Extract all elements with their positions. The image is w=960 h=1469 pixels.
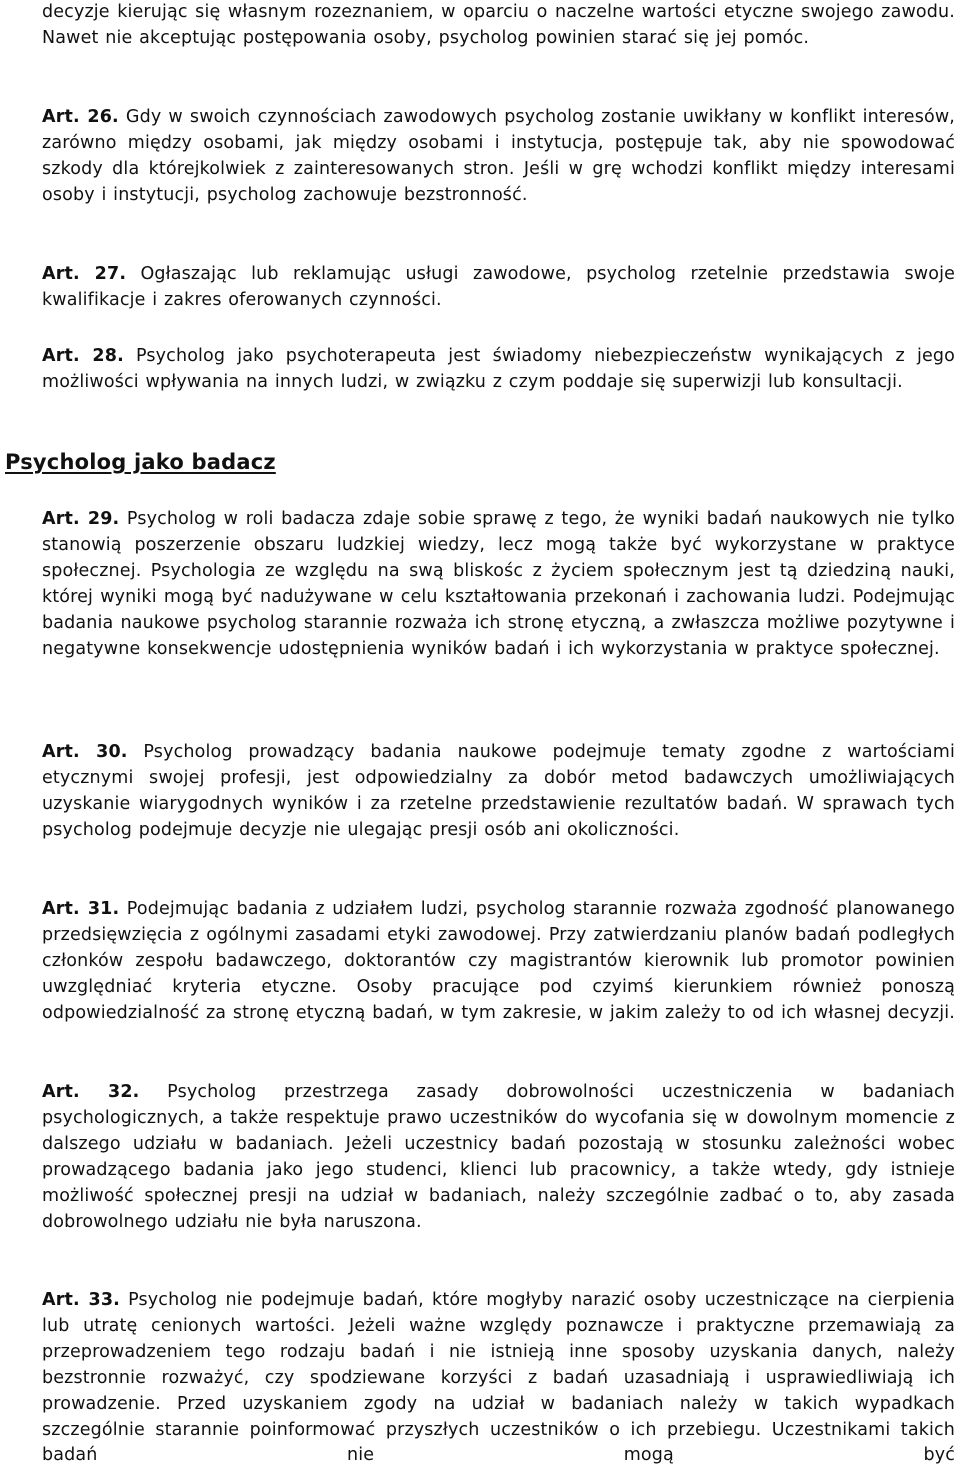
article-label: Art. 33. — [42, 1290, 120, 1310]
article-label: Art. 29. — [42, 509, 120, 529]
article-29 — [42, 507, 955, 662]
article-27 — [42, 262, 955, 314]
article-33 — [42, 1288, 955, 1469]
article-text: Podejmując badania z udziałem ludzi, psycholog starannie rozważa zgodność planowanego przedsięwzięcia z ogólnymi zasadami etyki zawodowej. Przy zatwierdzaniu planów badań podległych członków zespołu badawczego, doktorantów czy magistrantów kierownik lub promotor powinien uwzględniać kryteria etyczne. Osoby pracujące pod czyimś kierunkiem również ponoszą odpowiedzialność za stronę etyczną badań, w tym zakresie, w jakim zależy to od ich własnej decyzji. — [42, 899, 955, 1023]
article-32 — [42, 1080, 955, 1235]
article-30 — [42, 740, 955, 844]
article-text: Psycholog przestrzega zasady dobrowolności uczestniczenia w badaniach psychologicznych, a także respektuje prawo uczestników do wycofania się w dowolnym momencie z dalszego udziału w badaniach. Jeżeli uczestnicy badań pozostają w stosunku zależności wobec prowadzącego badania jako jego studenci, klienci lub pracownicy, a także wtedy, gdy istnieje możliwość społecznej presji na udział w badaniach, należy szczególnie zadbać o to, aby zasada dobrowolnego udziału nie była naruszona. — [42, 1082, 955, 1232]
intro-text: decyzje kierując się własnym rozeznaniem, w oparciu o naczelne wartości etyczne swojego zawodu. Nawet nie akceptując postępowania osoby, psycholog powinien starać się jej pomóc. — [42, 2, 955, 48]
article-text: Psycholog jako psychoterapeuta jest świadomy niebezpieczeństw wynikających z jego możliwości wpływania na innych ludzi, w związku z czym poddaje się superwizji lub konsultacji. — [42, 346, 955, 392]
intro-paragraph — [42, 0, 955, 52]
article-text: Psycholog nie podejmuje badań, które mogłyby narazić osoby uczestniczące na cierpienia lub utratę cenionych wartości. Jeżeli ważne względy poznawcze i praktyczne przemawiają za przeprowadzeniem tego rodzaju badań i nie istnieją inne sposoby uzyskania danych, należy bezstronnie rozważyć, czy spodziewane korzyści z badań uzasadniają i usprawiedliwiają ich prowadzenie. Przed uzyskaniem zgody na udział w badaniach należy w takich wypadkach szczególnie starannie poinformować przyszłych uczestników o ich przebiegu. Uczestnikami takich badań nie mogą być — [42, 1290, 955, 1466]
article-text: Psycholog w roli badacza zdaje sobie sprawę z tego, że wyniki badań naukowych nie tylko stanowią poszerzenie obszaru ludzkiej wiedzy, lecz mogą także być wykorzystane w praktyce społecznej. Psychologia ze względu na swą bliskośc z życiem społecznym jest tą dziedziną nauki, której wyniki mogą być nadużywane w celu kształtowania przekonań i zachowania ludzi. Podejmując badania naukowe psycholog starannie rozważa ich stronę etyczną, a zwłaszcza możliwe pozytywne i negatywne konsekwencje udostępnienia wyników badań i ich wykorzystania w praktyce społecznej. — [42, 509, 956, 659]
article-text: Psycholog prowadzący badania naukowe podejmuje tematy zgodne z wartościami etycznymi swojej profesji, jest odpowiedzialny za dobór metod badawczych umożliwiających uzyskanie wiarygodnych wyników i za rzetelne przedstawienie rezultatów badań. W sprawach tych psycholog podejmuje decyzje nie ulegając presji osób ani okoliczności. — [42, 742, 955, 840]
article-label: Art. 32. — [42, 1082, 140, 1102]
article-text: Gdy w swoich czynnościach zawodowych psycholog zostanie uwikłany w konflikt interesów, zarówno między osobami, jak między osobami i instytucja, postępuje tak, aby nie spowodować szkody dla którejkolwiek z zainteresowanych stron. Jeśli w grę wchodzi konflikt między interesami osoby i instytucji, psycholog zachowuje bezstronność. — [42, 107, 955, 205]
article-31 — [42, 897, 955, 1027]
article-label: Art. 27. — [42, 264, 127, 284]
article-label: Art. 26. — [42, 107, 119, 127]
article-label: Art. 28. — [42, 346, 124, 366]
article-label: Art. 31. — [42, 899, 120, 919]
article-26 — [42, 105, 955, 209]
section-heading: Psycholog jako badacz — [5, 450, 276, 474]
article-label: Art. 30. — [42, 742, 128, 762]
article-text: Ogłaszając lub reklamując usługi zawodowe, psycholog rzetelnie przedstawia swoje kwalifikacje i zakres oferowanych czynności. — [42, 264, 955, 310]
article-28 — [42, 344, 955, 396]
